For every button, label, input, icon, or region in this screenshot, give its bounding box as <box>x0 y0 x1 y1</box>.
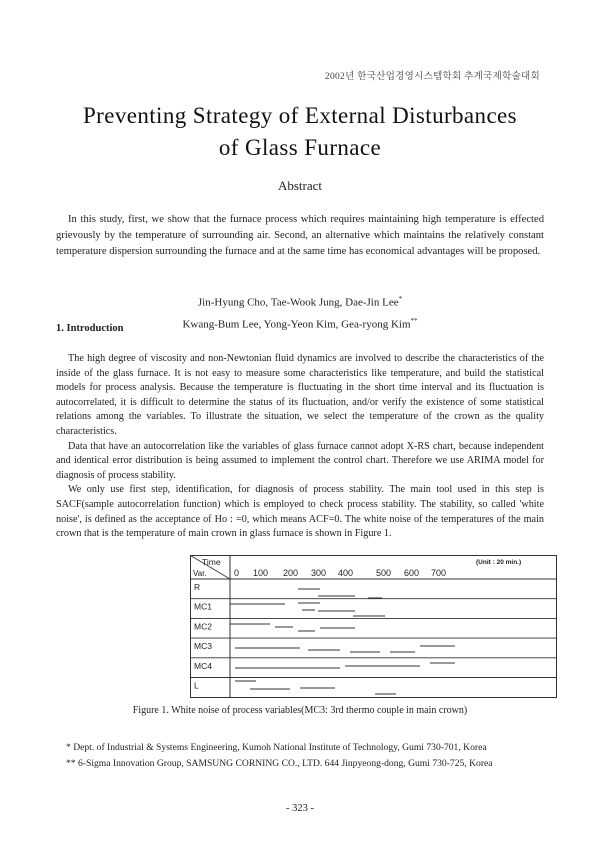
paragraph: Data that have an autocorrelation like the variables of glass furnace cannot adopt X-RS chart, because independent and identical error distribution is being assumed to implement the control chart. Therefore we use ARIMA model for diagnosis of process stability. <box>56 440 544 481</box>
figure-caption: Figure 1. White noise of process variables(MC3: 3rd thermo couple in main crown) <box>132 705 468 716</box>
abstract-heading: Abstract <box>277 178 323 193</box>
tick-label: 300 <box>311 568 327 578</box>
introduction-body <box>56 352 544 542</box>
page-number: - 323 - <box>286 803 314 814</box>
author-line-2: Kwang-Bum Lee, Yong-Yeon Kim, Gea-ryong Kim** <box>182 316 418 331</box>
row-label: MC3 <box>194 641 212 652</box>
unit-note: (Unit : 20 min.) <box>476 559 522 566</box>
tick-label: 0 <box>234 568 240 578</box>
var-label: Var. <box>193 569 207 578</box>
row-label: MC4 <box>194 660 212 671</box>
footnotes <box>66 740 546 772</box>
row-label: MC2 <box>194 621 212 632</box>
row-label: L <box>194 680 199 691</box>
time-label: Time <box>202 557 221 567</box>
tick-label: 500 <box>376 568 392 578</box>
title-line-2: of Glass Furnace <box>218 135 382 160</box>
author-line-1: Jin-Hyung Cho, Tae-Wook Jung, Dae-Jin Lee* <box>197 295 403 309</box>
footnote-1: * Dept. of Industrial & Systems Engineering, Kumoh National Institute of Technology, Gumi 730-701, Korea <box>66 742 487 753</box>
row-label: R <box>194 582 201 592</box>
white-noise-table <box>190 555 557 698</box>
tick-label: 400 <box>338 568 354 578</box>
abstract-text: In this study, first, we show that the furnace process which requires maintaining high temperature is effected grievously by the temperature of surrounding air. Second, an alternative which maintains the relatively constant temperature dispersion surrounding the furnace and at the same time has economical advantages will be proposed. <box>56 214 544 257</box>
conference-header: 2002년 한국산업경영시스템학회 추계국제학술대회 <box>324 72 540 82</box>
row-label: MC1 <box>194 601 212 612</box>
section-heading: 1. Introduction <box>56 323 124 334</box>
tick-label: 200 <box>283 568 299 578</box>
tick-label: 700 <box>431 568 447 578</box>
paragraph: The high degree of viscosity and non-Newtonian fluid dynamics are involved to describe the characteristics of the inside of the glass furnace. It is not easy to measure some characteristics like temperature, and build the statistical models for process analysis. Because the temperature is fluctuating in the short time interval and its fluctuation is autocorrelated, it is difficult to determine the status of its fluctuation, and/or verify the existence of some statistical relations among the variables. To illustrate the situation, we select the temperature of the crown as the quality characteristics. <box>56 353 544 437</box>
figure-1 <box>190 555 557 698</box>
tick-label: 600 <box>404 568 420 578</box>
paper-title <box>0 100 600 164</box>
footnote-2: ** 6-Sigma Innovation Group, SAMSUNG CORNING CO., LTD. 644 Jinpyeong-dong, Gumi 730-725, Korea <box>66 758 493 769</box>
title-line-1: Preventing Strategy of External Disturbances <box>82 103 518 128</box>
paragraph: We only use first step, identification, for diagnosis of process stability. The main tool used in this step is SACF(sample autocorrelation function) which is employed to check process stability. The stability, so called 'white noise', is defined as the acceptance of Ho : =0, which means ACF=0. The white noise of the temperatures of the main crown that is the temperature of main crown in glass furnace is shown in Figure 1. <box>56 484 544 540</box>
tick-label: 100 <box>253 568 269 578</box>
